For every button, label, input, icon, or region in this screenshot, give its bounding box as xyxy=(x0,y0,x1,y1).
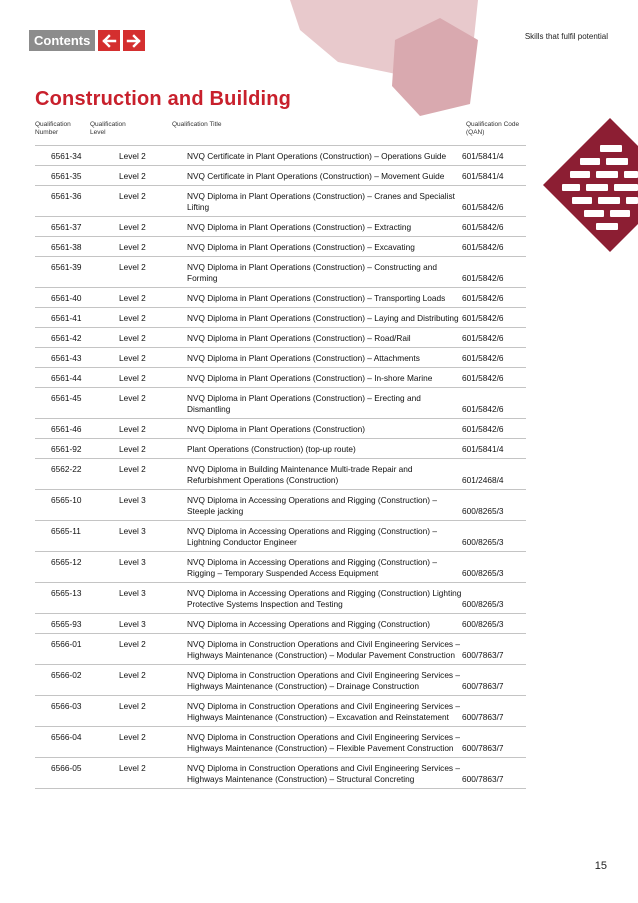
qualification-number: 6561-40 xyxy=(35,288,119,308)
table-row xyxy=(35,146,526,166)
table-row xyxy=(35,665,526,696)
qualification-code: 600/7863/7 xyxy=(462,727,526,758)
contents-button[interactable]: Contents xyxy=(29,30,95,51)
qualification-title: NVQ Diploma in Plant Operations (Construction) – Transporting Loads xyxy=(187,288,462,308)
qualification-number: 6561-43 xyxy=(35,348,119,368)
qualification-code: 600/8265/3 xyxy=(462,521,526,552)
qualification-title: NVQ Diploma in Plant Operations (Construction) – Constructing and Forming xyxy=(187,257,462,288)
qualification-number: 6561-46 xyxy=(35,419,119,439)
table-row xyxy=(35,490,526,521)
table-row xyxy=(35,634,526,665)
qualification-level: Level 3 xyxy=(119,614,187,634)
qualification-number: 6561-36 xyxy=(35,186,119,217)
qualification-title: NVQ Diploma in Accessing Operations and Rigging (Construction) Lighting Protective Systems Inspection and Testing xyxy=(187,583,462,614)
qualification-title: NVQ Diploma in Construction Operations and Civil Engineering Services – Highways Maintenance (Construction) – Excavation and Reinstatement xyxy=(187,696,462,727)
table-row xyxy=(35,368,526,388)
qualification-title: NVQ Diploma in Construction Operations and Civil Engineering Services – Highways Maintenance (Construction) – Drainage Construction xyxy=(187,665,462,696)
table-row xyxy=(35,419,526,439)
qualification-number: 6565-13 xyxy=(35,583,119,614)
qualification-title: NVQ Diploma in Accessing Operations and Rigging (Construction) xyxy=(187,614,462,634)
table-row xyxy=(35,237,526,257)
qualification-number: 6565-10 xyxy=(35,490,119,521)
table-row xyxy=(35,439,526,459)
qualification-number: 6561-35 xyxy=(35,166,119,186)
previous-page-button[interactable] xyxy=(98,30,120,51)
qualification-level: Level 2 xyxy=(119,368,187,388)
table-row xyxy=(35,727,526,758)
qualification-level: Level 2 xyxy=(119,288,187,308)
column-header-level: Qualification Level xyxy=(90,121,126,136)
table-row xyxy=(35,166,526,186)
qualification-code: 601/5842/6 xyxy=(462,348,526,368)
table-row xyxy=(35,388,526,419)
qualification-title: NVQ Diploma in Plant Operations (Construction) – In-shore Marine xyxy=(187,368,462,388)
qualification-level: Level 2 xyxy=(119,328,187,348)
qualification-title: NVQ Diploma in Construction Operations and Civil Engineering Services – Highways Maintenance (Construction) – Structural Concreting xyxy=(187,758,462,789)
table-row xyxy=(35,308,526,328)
qualification-title: NVQ Diploma in Construction Operations and Civil Engineering Services – Highways Maintenance (Construction) – Flexible Pavement Construction xyxy=(187,727,462,758)
table-row xyxy=(35,217,526,237)
qualification-title: NVQ Diploma in Building Maintenance Multi-trade Repair and Refurbishment Operations (Construction) xyxy=(187,459,462,490)
qualification-title: NVQ Diploma in Construction Operations and Civil Engineering Services – Highways Maintenance (Construction) – Modular Pavement Construction xyxy=(187,634,462,665)
table-row xyxy=(35,257,526,288)
qualification-number: 6565-11 xyxy=(35,521,119,552)
next-page-button[interactable] xyxy=(123,30,145,51)
qualification-code: 600/7863/7 xyxy=(462,634,526,665)
column-header-code: Qualification Code (QAN) xyxy=(466,121,520,136)
qualification-code: 601/2468/4 xyxy=(462,459,526,490)
column-header-number: Qualification Number xyxy=(35,121,71,136)
qualification-code: 601/5842/6 xyxy=(462,288,526,308)
qualification-code: 600/7863/7 xyxy=(462,665,526,696)
table-row xyxy=(35,459,526,490)
qualification-number: 6566-05 xyxy=(35,758,119,789)
qualification-level: Level 3 xyxy=(119,583,187,614)
qualification-number: 6561-34 xyxy=(35,146,119,166)
page-title: Construction and Building xyxy=(35,88,292,110)
qualification-number: 6561-41 xyxy=(35,308,119,328)
qualification-number: 6561-37 xyxy=(35,217,119,237)
qualification-title: NVQ Diploma in Plant Operations (Construction) – Road/Rail xyxy=(187,328,462,348)
qualification-code: 600/7863/7 xyxy=(462,758,526,789)
qualification-number: 6561-42 xyxy=(35,328,119,348)
qualification-number: 6566-02 xyxy=(35,665,119,696)
qualification-level: Level 2 xyxy=(119,166,187,186)
qualification-level: Level 2 xyxy=(119,186,187,217)
qualification-title: NVQ Diploma in Accessing Operations and Rigging (Construction) – Rigging – Temporary Suspended Access Equipment xyxy=(187,552,462,583)
qualification-number: 6562-22 xyxy=(35,459,119,490)
qualification-title: NVQ Certificate in Plant Operations (Construction) – Operations Guide xyxy=(187,146,462,166)
qualification-number: 6561-92 xyxy=(35,439,119,459)
qualification-level: Level 2 xyxy=(119,419,187,439)
qualification-level: Level 3 xyxy=(119,490,187,521)
qualification-code: 600/8265/3 xyxy=(462,490,526,521)
arrow-right-icon xyxy=(126,34,142,48)
table-row xyxy=(35,328,526,348)
qualification-title: Plant Operations (Construction) (top-up route) xyxy=(187,439,462,459)
qualification-code: 601/5842/6 xyxy=(462,308,526,328)
table-row xyxy=(35,758,526,789)
table-row xyxy=(35,348,526,368)
qualification-level: Level 2 xyxy=(119,308,187,328)
qualification-title: NVQ Diploma in Plant Operations (Construction) – Laying and Distributing xyxy=(187,308,462,328)
brick-wall-icon xyxy=(543,118,638,252)
qualification-code: 601/5841/4 xyxy=(462,439,526,459)
table-header xyxy=(35,121,525,143)
qualification-code: 601/5841/4 xyxy=(462,166,526,186)
qualifications-table xyxy=(35,145,526,789)
column-header-title: Qualification Title xyxy=(172,121,222,128)
qualification-code: 601/5842/6 xyxy=(462,388,526,419)
qualification-level: Level 2 xyxy=(119,439,187,459)
qualification-level: Level 2 xyxy=(119,388,187,419)
qualification-number: 6561-38 xyxy=(35,237,119,257)
qualification-number: 6566-03 xyxy=(35,696,119,727)
qualification-code: 601/5842/6 xyxy=(462,328,526,348)
qualification-code: 601/5842/6 xyxy=(462,217,526,237)
qualification-level: Level 2 xyxy=(119,665,187,696)
qualification-level: Level 2 xyxy=(119,459,187,490)
qualification-title: NVQ Diploma in Plant Operations (Construction) – Attachments xyxy=(187,348,462,368)
qualification-title: NVQ Diploma in Plant Operations (Construction) – Excavating xyxy=(187,237,462,257)
qualification-level: Level 3 xyxy=(119,521,187,552)
qualification-level: Level 2 xyxy=(119,696,187,727)
table-row xyxy=(35,552,526,583)
qualification-code: 601/5841/4 xyxy=(462,146,526,166)
qualification-level: Level 3 xyxy=(119,552,187,583)
qualification-title: NVQ Diploma in Plant Operations (Construction) – Erecting and Dismantling xyxy=(187,388,462,419)
table-row xyxy=(35,583,526,614)
table-row xyxy=(35,186,526,217)
qualification-number: 6561-39 xyxy=(35,257,119,288)
qualification-number: 6561-45 xyxy=(35,388,119,419)
table-row xyxy=(35,521,526,552)
arrow-left-icon xyxy=(101,34,117,48)
table-row xyxy=(35,696,526,727)
tagline: Skills that fulfil potential xyxy=(524,32,608,41)
qualification-title: NVQ Diploma in Accessing Operations and Rigging (Construction) – Steeple jacking xyxy=(187,490,462,521)
qualification-title: NVQ Diploma in Accessing Operations and Rigging (Construction) – Lightning Conductor Engineer xyxy=(187,521,462,552)
qualification-level: Level 2 xyxy=(119,348,187,368)
qualification-title: NVQ Diploma in Plant Operations (Construction) xyxy=(187,419,462,439)
qualification-code: 601/5842/6 xyxy=(462,257,526,288)
qualification-code: 601/5842/6 xyxy=(462,419,526,439)
qualification-code: 600/8265/3 xyxy=(462,614,526,634)
qualification-number: 6561-44 xyxy=(35,368,119,388)
qualification-title: NVQ Certificate in Plant Operations (Construction) – Movement Guide xyxy=(187,166,462,186)
qualification-code: 600/8265/3 xyxy=(462,583,526,614)
qualification-title: NVQ Diploma in Plant Operations (Construction) – Cranes and Specialist Lifting xyxy=(187,186,462,217)
qualification-code: 601/5842/6 xyxy=(462,237,526,257)
top-navigation xyxy=(29,30,145,51)
qualification-number: 6566-01 xyxy=(35,634,119,665)
qualification-code: 601/5842/6 xyxy=(462,368,526,388)
qualification-number: 6565-93 xyxy=(35,614,119,634)
table-row xyxy=(35,288,526,308)
qualification-number: 6565-12 xyxy=(35,552,119,583)
qualification-code: 600/8265/3 xyxy=(462,552,526,583)
qualification-code: 601/5842/6 xyxy=(462,186,526,217)
qualification-code: 600/7863/7 xyxy=(462,696,526,727)
qualification-level: Level 2 xyxy=(119,146,187,166)
qualification-level: Level 2 xyxy=(119,727,187,758)
table-row xyxy=(35,614,526,634)
qualification-level: Level 2 xyxy=(119,217,187,237)
qualification-number: 6566-04 xyxy=(35,727,119,758)
qualification-level: Level 2 xyxy=(119,634,187,665)
page-number: 15 xyxy=(594,860,607,872)
qualification-level: Level 2 xyxy=(119,257,187,288)
qualification-level: Level 2 xyxy=(119,237,187,257)
qualification-level: Level 2 xyxy=(119,758,187,789)
qualification-title: NVQ Diploma in Plant Operations (Construction) – Extracting xyxy=(187,217,462,237)
